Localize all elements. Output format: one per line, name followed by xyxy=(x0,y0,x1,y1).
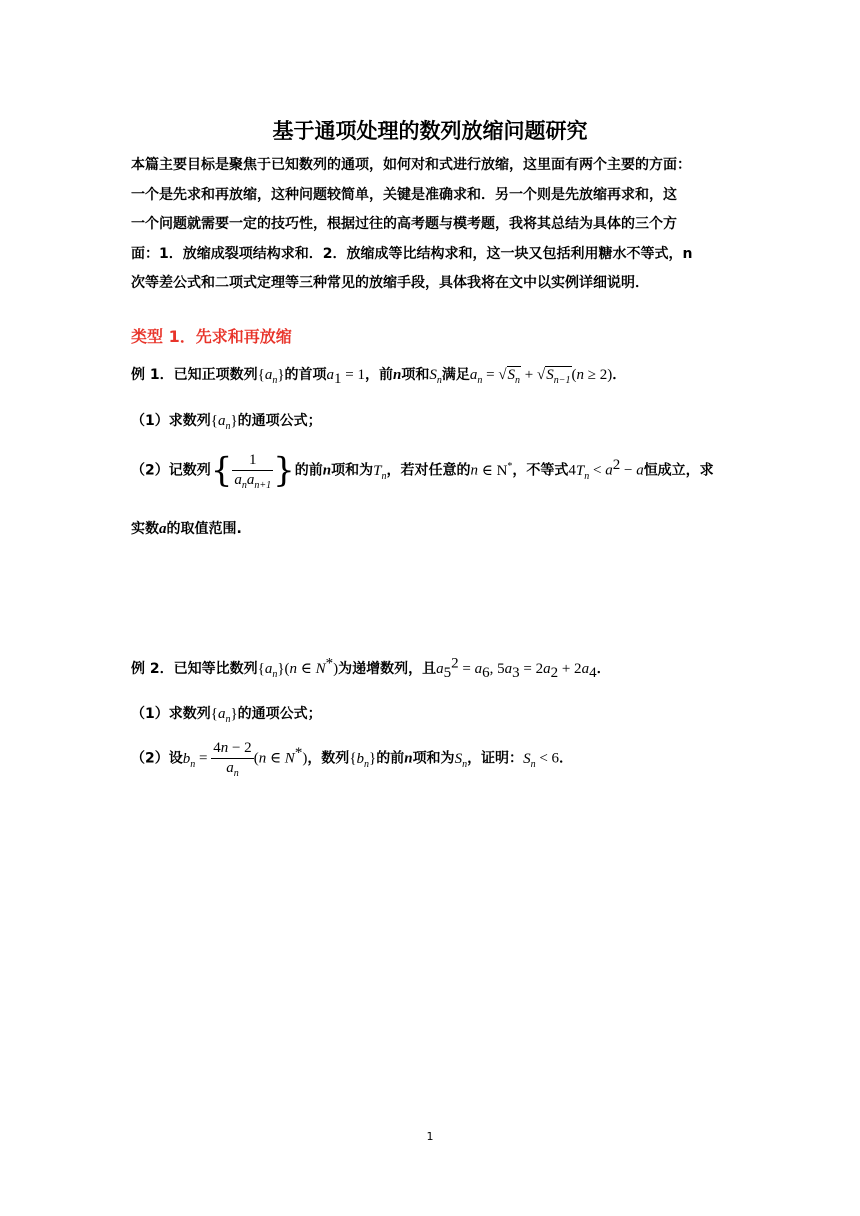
fraction: $\frac{1}{a_na_{n+1}}$ xyxy=(234,452,272,491)
example2-question1: （1）求数列$\{a_n\}$的通项公式； xyxy=(131,706,322,725)
intro-line: 次等差公式和二项式定理等三种常见的放缩手段，具体我将在文中以实例详细说明． xyxy=(131,275,649,291)
example1-question2: （2）记数列{ $\frac{1}{a_na_{n+1}}$ }的前n项和为$T_n$，若对任意的n ∈ N*，不等式$4T_n < a^2 - a$恒成立，求 xyxy=(131,450,714,491)
intro-paragraph xyxy=(131,151,736,299)
document-title: 基于通项处理的数列放缩问题研究 xyxy=(272,119,588,143)
fraction: $\frac{4n - 2}{a_n}$ xyxy=(213,740,252,779)
example1-question2-cont: 实数a的取值范围. xyxy=(131,521,242,537)
example1-question1: （1）求数列$\{a_n\}$的通项公式； xyxy=(131,413,322,432)
intro-line: 本篇主要目标是聚焦于已知数列的通项，如何对和式进行放缩，这里面有两个主要的方面： xyxy=(131,157,691,173)
intro-line: 面：1．放缩成裂项结构求和．2．放缩成等比结构求和，这一块又包括利用糖水不等式，n xyxy=(131,245,693,262)
example2-question2: （2）设$b_n$ = $\frac{4n - 2}{a_n}$ (n ∈ N*)，数列$\{b_n\}$的前n项和为$S_n$，证明：$S_n < 6$． xyxy=(131,740,574,779)
example1-stem: 例 1．已知正项数列$\{a_n\}$的首项$a_1 = 1$，前n项和$S_n$满足$a_n = √S_n + √S_{n-1}(n \ge 2)$． xyxy=(131,367,627,387)
example2-stem: 例 2．已知等比数列$\{a_n\}(n$ ∈ N*)为递增数列，且$a_5^2 = a_6$, $5a_3 = 2a_2 + 2a_4$． xyxy=(131,655,611,681)
section-heading-type1: 类型 1．先求和再放缩 xyxy=(131,327,292,346)
page-number: 1 xyxy=(426,1130,434,1143)
intro-line: 一个是先求和再放缩，这种问题较简单，关键是准确求和．另一个则是先放缩再求和，这 xyxy=(131,186,677,203)
intro-line: 一个问题就需要一定的技巧性，根据过往的高考题与模考题，我将其总结为具体的三个方 xyxy=(131,216,677,232)
